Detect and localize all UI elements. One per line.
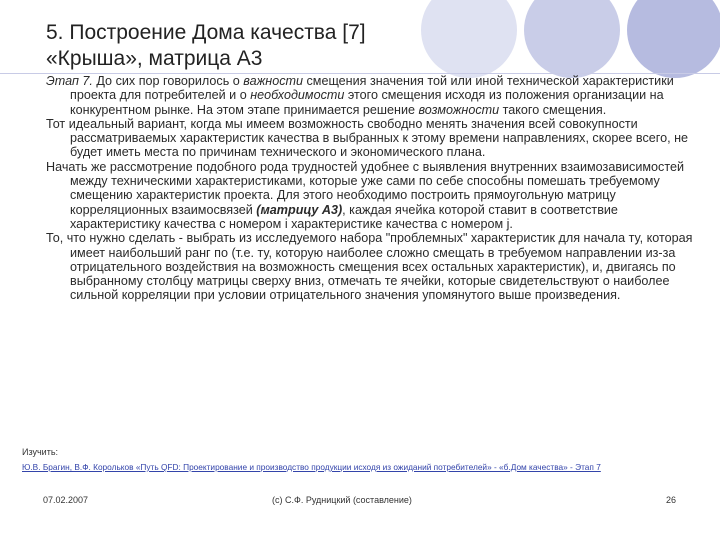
text-run: этого смещения исходя из положения организации на конкурентном рынке. На этом этапе принимается решение (70, 88, 664, 117)
slide-body (46, 74, 696, 303)
emphasis-text: необходимости (250, 88, 345, 103)
matrix-a3-term: (матрицу А3) (256, 202, 343, 217)
emphasis-text: важности (243, 74, 303, 88)
footer-credit: (с) С.Ф. Рудницкий (составление) (272, 495, 412, 505)
text-run: До сих пор говорилось о (92, 74, 244, 88)
text-run: Начать же рассмотрение подобного рода трудностей удобнее с выявления внутренних взаимозависимостей между техническими характеристиками, которые уже сами по себе способны помешать требуемому смещению характеристик проекта. Для этого необходимо построить прямоугольную матрицу корреляционных взаимосвязей (46, 159, 684, 217)
study-reference-link[interactable]: Ю.В. Брагин, В.Ф. Корольков «Путь QFD: Проектирование и производство продукции исходя из ожиданий потребителей» - «б.Дом качества» - Этап 7 (22, 462, 601, 472)
emphasis-text: возможности (418, 102, 500, 117)
decorative-circle (421, 0, 517, 78)
text-run: , каждая ячейка которой ставит в соответствие характеристику качества с номером i характеристике качества с номером j. (70, 202, 618, 231)
page-number: 26 (666, 495, 677, 505)
study-label: Изучить: (22, 447, 59, 457)
slide-title-line2: «Крыша», матрица А3 (46, 47, 263, 70)
paragraph-matrix-a3 (46, 160, 696, 231)
paragraph-ideal-variant: Тот идеальный вариант, когда мы имеем возможность свободно менять значения всей совокупности рассматриваемых характеристик качества в выбранных к этому времени направлениях, скорее всего, не будет иметь места по причинам технического и экономического плана. (46, 116, 689, 160)
paragraph-selection: То, что нужно сделать - выбрать из исследуемого набора "проблемных" характеристик для начала ту, которая имеет наибольший ранг по (т.е. ту, которую наиболее сложно смещать в требуемом направлении из-за отрицательного воздействия на возможность смещения всех остальных характеристик), и, двигаясь по выбранному столбцу матрицы сверху вниз, отмечать те ячейки, которые свидетельствуют о наиболее сильной корреляции при условии отрицательного значения упомянутого выше произведения. (46, 231, 693, 303)
text-run: смещения значения той или иной технической характеристики проекта для потребителей и о (70, 74, 674, 103)
slide-title-line1: 5. Построение Дома качества [7] (46, 21, 366, 44)
text-run: такого смещения. (499, 102, 607, 117)
decorative-circle (524, 0, 620, 78)
paragraph-stage7 (46, 74, 696, 117)
slide-title (46, 20, 426, 72)
decorative-circle (627, 0, 720, 78)
stage-label: Этап 7. (46, 74, 93, 88)
footer-date: 07.02.2007 (43, 495, 89, 505)
